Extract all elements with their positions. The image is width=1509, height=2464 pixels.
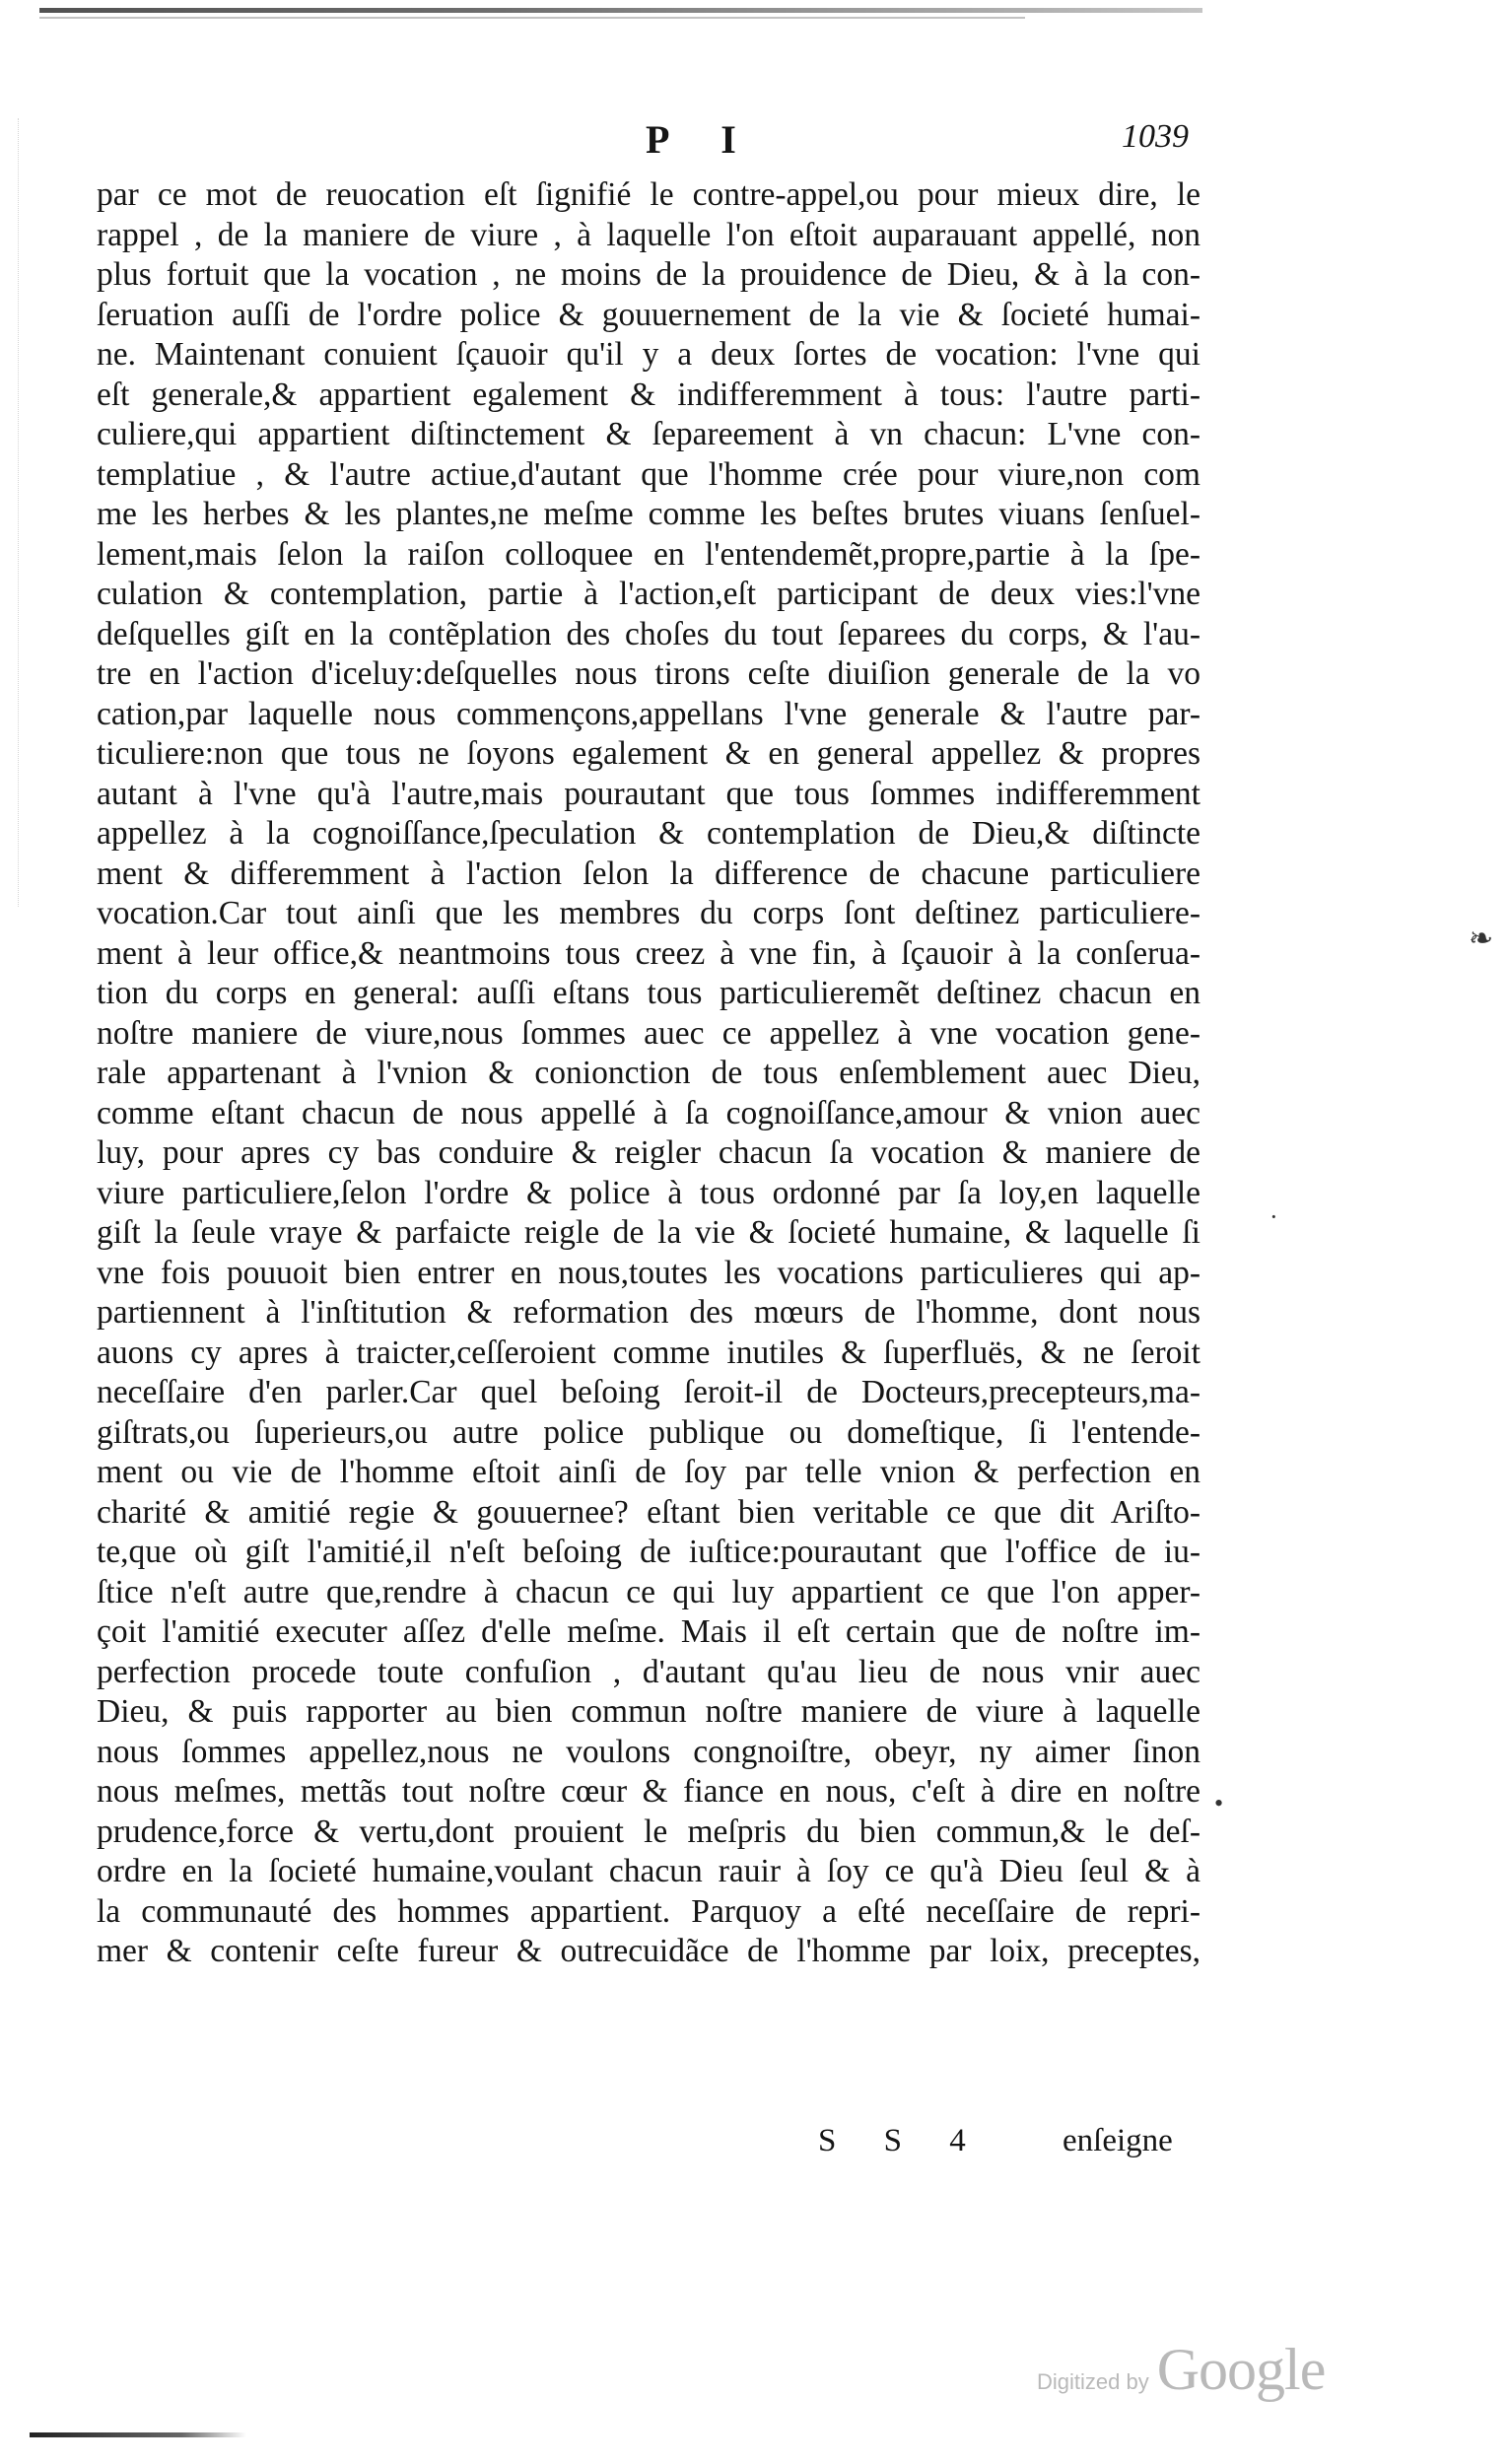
text-line: giſtrats,ou ſuperieurs,ou autre police publique ou domeſtique, ſi l'entende- [97,1413,1200,1451]
text-line: nous meſmes, mettãs tout noſtre cœur & fiance en nous, c'eſt à dire en noſtre [97,1773,1200,1810]
text-line: viure particuliere,ſelon l'ordre & police à tous ordonné par ſa loy,en laquelle [97,1174,1200,1211]
text-line: nous ſommes appellez,nous ne voulons congnoiſtre, obeyr, ny aimer ſinon [97,1733,1200,1770]
text-line: lement,mais ſelon la raiſon colloquee en l'entendemẽt,propre,partie à la ſpe- [97,535,1200,573]
text-line: culation & contemplation, partie à l'action,eſt participant de deux vies:l'vne [97,576,1200,612]
text-line: luy, pour apres cy bas conduire & reigler chacun ſa vocation & maniere de [97,1134,1200,1171]
text-line: rale appartenant à l'vnion & conionction de tous enſemblement auec Dieu, [97,1055,1200,1091]
text-line: ticuliere:non que tous ne ſoyons egalement & en general appellez & propres [97,735,1200,772]
text-line: autant à l'vne qu'à l'autre,mais pourautant que tous ſommes indifferemment [97,775,1200,812]
text-line: te,que où giſt l'amitié,il n'eſt beſoing de iuſtice:pourautant que l'office de iu- [97,1534,1200,1570]
margin-mark-speck: · [1269,1202,1278,1231]
text-line: vne fois pouuoit bien entrer en nous,toutes les vocations particulieres qui ap- [97,1254,1200,1291]
text-line: mer & contenir ceſte fureur & outrecuidãce de l'homme par loix, preceptes, [97,1933,1200,1969]
text-line: tion du corps en general: auſſi eſtans tous particulieremẽt deſtinez chacun en [97,975,1200,1011]
text-line: charité & amitié regie & gouuernee? eſtant bien veritable ce que dit Ariſto- [97,1493,1200,1531]
top-scan-rule [39,8,1202,13]
text-line: neceſſaire d'en parler.Car quel beſoing ſeroit-il de Docteurs,precepteurs,ma- [97,1374,1200,1410]
text-line: culiere,qui appartient diſtinctement & ſepareement à vn chacun: L'vne con- [97,416,1200,452]
text-line: ordre en la ſocieté humaine,voulant chacun rauir à ſoy ce qu'à Dieu ſeul & à [97,1853,1200,1889]
text-line: noſtre maniere de viure,nous ſommes auec ce appellez à vne vocation gene- [97,1014,1200,1052]
text-line: ſtice n'eſt autre que,rendre à chacun ce qui luy appartient ce que l'on apper- [97,1573,1200,1610]
bottom-scan-rule [30,2432,246,2437]
margin-mark-arrow: ❧ [1469,923,1494,955]
text-line: perfection procede toute confuſion , d'autant qu'au lieu de nous vnir auec [97,1653,1200,1690]
body-text [97,175,1200,1972]
text-line: ment & differemment à l'action ſelon la difference de chacune particuliere [97,855,1200,892]
text-line: par ce mot de reuocation eſt ſignifié le contre-appel,ou pour mieux dire, le [97,176,1200,213]
google-logo: Google [1156,2337,1326,2402]
text-line: rappel , de la maniere de viure , à laquelle l'on eſtoit auparauant appellé, non [97,216,1200,253]
text-line: eſt generale,& appartient egalement & indifferemment à tous: l'autre parti- [97,376,1200,413]
catchline [0,2123,1509,2166]
margin-mark-dot: • [1214,1789,1224,1817]
text-line: ment ou vie de l'homme eſtoit ainſi de ſoy par telle vnion & perfection en [97,1454,1200,1490]
text-line: giſt la ſeule vraye & parfaicte reigle de la vie & ſocieté humaine, & laquelle ſi [97,1214,1200,1251]
running-head: P I [646,117,758,162]
text-line: çoit l'amitié executer aſſez d'elle meſme. Mais il eſt certain que de noſtre im- [97,1613,1200,1650]
text-line: la communauté des hommes appartient. Parquoy a eſté neceſſaire de repri- [97,1892,1200,1930]
text-line: tre en l'action d'iceluy:deſquelles nous tirons ceſte diuiſion generale de la vo [97,655,1200,692]
text-line: plus fortuit que la vocation , ne moins de la prouidence de Dieu, & à la con- [97,256,1200,293]
text-line: ne. Maintenant conuient ſçauoir qu'il y a deux ſortes de vocation: l'vne qui [97,336,1200,373]
text-line: prudence,force & vertu,dont prouient le meſpris du bien commun,& le deſ- [97,1813,1200,1850]
text-line: appellez à la cognoiſſance,ſpeculation & contemplation de Dieu,& diſtincte [97,815,1200,852]
text-line: comme eſtant chacun de nous appellé à ſa cognoiſſance,amour & vnion auec [97,1094,1200,1131]
left-margin-specks [18,118,38,907]
catchword: enſeigne [1063,2123,1173,2158]
signature-mark: S S 4 [818,2123,986,2158]
watermark-prefix: Digitized by [1037,2369,1149,2394]
text-line: cation,par laquelle nous commençons,appellans l'vne generale & l'autre par- [97,695,1200,732]
text-line: vocation.Car tout ainſi que les membres du corps ſont deſtinez particuliere- [97,895,1200,931]
text-line: me les herbes & les plantes,ne meſme comme les beſtes brutes viuans ſenſuel- [97,496,1200,532]
text-line: deſquelles giſt en la contẽplation des choſes du tout ſeparees du corps, & l'au- [97,615,1200,652]
text-line: ſeruation auſſi de l'ordre police & gouuernement de la vie & ſocieté humai- [97,296,1200,333]
text-line: Dieu, & puis rapporter au bien commun noſtre maniere de viure à laquelle [97,1693,1200,1730]
text-line: templatiue , & l'autre actiue,d'autant que l'homme crée pour viure,non com [97,455,1200,493]
text-line: ment à leur office,& neantmoins tous creez à vne fin, à ſçauoir à la conſerua- [97,934,1200,972]
text-line: auons cy apres à traicter,ceſſeroient comme inutiles & ſuperfluës, & ne ſeroit [97,1334,1200,1371]
page-number: 1039 [1122,118,1189,155]
text-line: partiennent à l'inſtitution & reformation des mœurs de l'homme, dont nous [97,1294,1200,1331]
digitized-watermark [1037,2336,1325,2404]
top-scan-rule-thin [39,17,1025,19]
